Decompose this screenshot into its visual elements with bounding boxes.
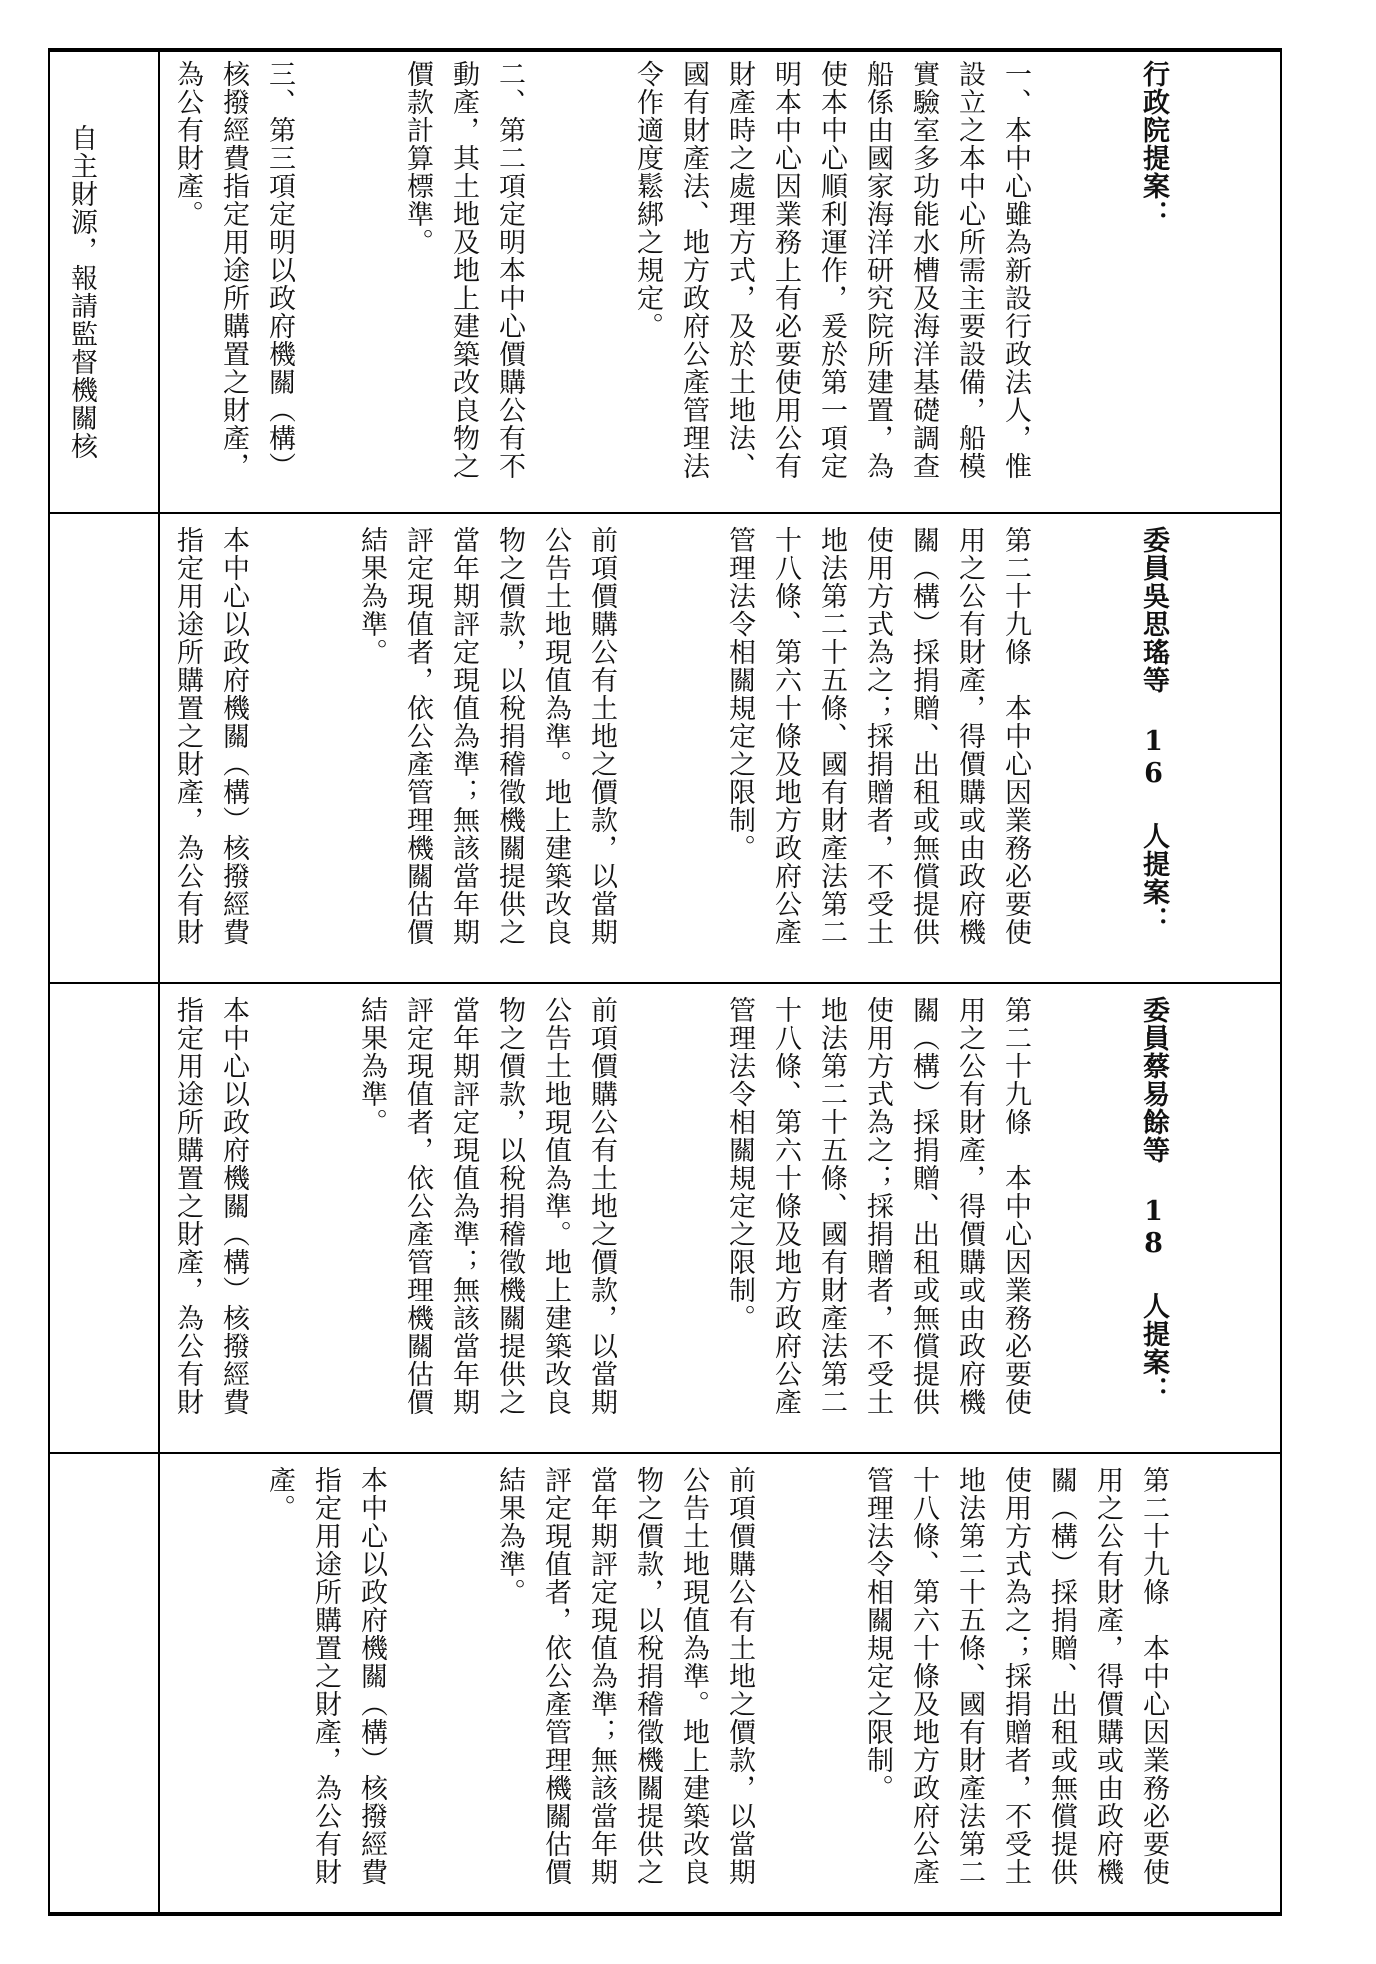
tsai-proposal-heading: 委員蔡易餘等 18 人提案： [1138,996,1169,1404]
tsai-article-para-1: 第二十九條 本中心因業務必要使用之公有財產，得價購或由政府機關（構）採捐贈、出租或無償提供使用方式為之；採捐贈者，不受土地法第二十五條、國有財產法第二十八條、第六十條及地方政府公產管理法令相關規定之限制。 [724,996,1031,1416]
row-divider-2 [48,982,1282,984]
wu-article-para-3: 本中心以政府機關（構）核撥經費指定用途所購置之財產，為公有財 [172,526,249,946]
executive-item-2: 二、第二項定明本中心價購公有不動產，其土地及地上建築改良物之價款計算標準。 [402,60,525,480]
tsai-article-para-2: 前項價購公有土地之價款，以當期公告土地現值為準。地上建築改良物之價款，以稅捐稽徵機關提供之當年期評定現值為準；無該當年期評定現值者，依公產管理機關估價結果為準。 [356,996,617,1416]
executive-item-3: 三、第三項定明以政府機關（構）核撥經費指定用途所購置之財產，為公有財產。 [172,60,295,480]
tsai-article-para-3: 本中心以政府機關（構）核撥經費指定用途所購置之財產，為公有財 [172,996,249,1416]
wu-proposal [168,526,1268,970]
row-divider-3 [48,1452,1282,1454]
committee-para-3: 本中心以政府機關（構）核撥經費指定用途所購置之財產，為公有財產。 [264,1466,387,1886]
wu-proposal-heading: 委員吳思瑤等 16 人提案： [1138,526,1169,934]
committee-para-1: 第二十九條 本中心因業務必要使用之公有財產，得價購或由政府機關（構）採捐贈、出租或無償提供使用方式為之；採捐贈者，不受土地法第二十五條、國有財產法第二十八條、第六十條及地方政府公產管理法令相關規定之限制。 [862,1466,1169,1886]
wu-article-para-1: 第二十九條 本中心因業務必要使用之公有財產，得價購或由政府機關（構）採捐贈、出租或無償提供使用方式為之；採捐贈者，不受土地法第二十五條、國有財產法第二十八條、第六十條及地方政府公產管理法令相關規定之限制。 [724,526,1031,946]
tsai-proposal [168,996,1268,1440]
executive-proposal-heading: 行政院提案： [1138,60,1169,228]
executive-item-1: 一、本中心雖為新設行政法人，惟設立之本中心所需主要設備，船模實驗室多功能水槽及海洋基礎調查船係由國家海洋研究院所建置，為使本中心順利運作，爰於第一項定明本中心因業務上有必要使用公有財產時之處理方式，及於土地法、國有財產法、地方政府公產管理法令作適度鬆綁之規定。 [632,60,1031,480]
committee-version [168,1466,1268,1910]
continuation-note-text: 自主財源，報請監督機關核 [66,124,97,460]
executive-proposal [168,60,1268,500]
continuation-note [62,60,150,500]
committee-para-2: 前項價購公有土地之價款，以當期公告土地現值為準。地上建築改良物之價款，以稅捐稽徵機關提供之當年期評定現值為準；無該當年期評定現值者，依公產管理機關估價結果為準。 [494,1466,755,1886]
row-divider-1 [48,512,1282,514]
wu-article-para-2: 前項價購公有土地之價款，以當期公告土地現值為準。地上建築改良物之價款，以稅捐稽徵機關提供之當年期評定現值為準；無該當年期評定現值者，依公產管理機關估價結果為準。 [356,526,617,946]
